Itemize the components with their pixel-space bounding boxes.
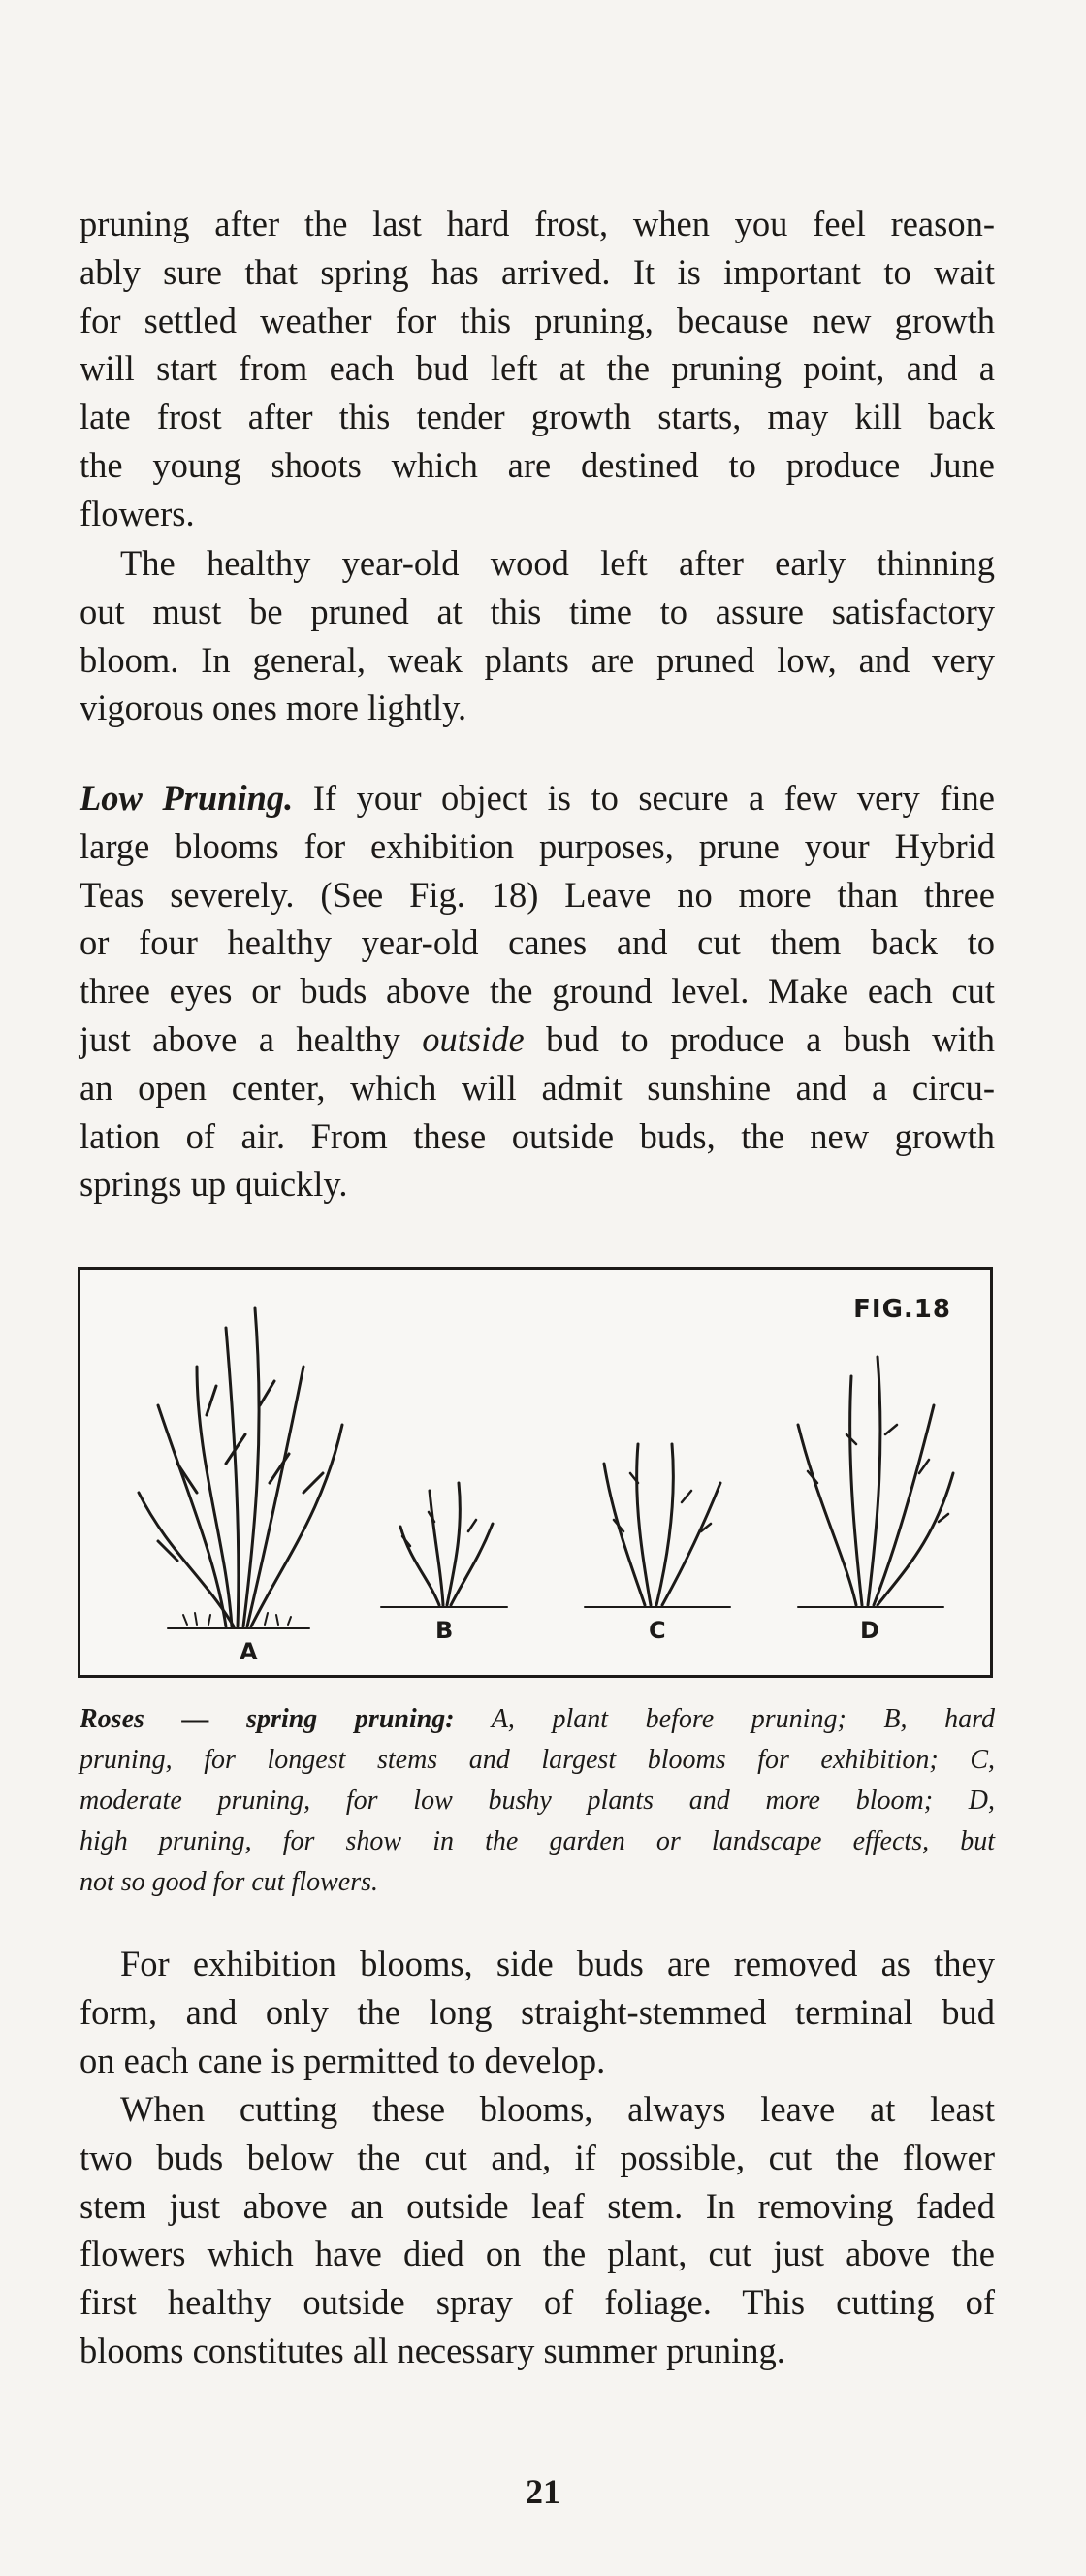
page-number: 21 bbox=[526, 2472, 560, 2511]
body-paragraph-2 bbox=[80, 539, 995, 732]
text-line: vigorous ones more lightly. bbox=[80, 688, 467, 728]
plant-label-d: D bbox=[860, 1617, 879, 1644]
plant-label-b: B bbox=[435, 1617, 454, 1644]
text-line: or four healthy year-old canes and cut them back to bbox=[80, 922, 995, 963]
caption-line: moderate pruning, for low bushy plants and more bloom; D, bbox=[80, 1786, 995, 1816]
caption-line: high pruning, for show in the garden or landscape effects, but bbox=[80, 1826, 995, 1856]
low-pruning-paragraph bbox=[80, 774, 995, 1208]
text-line: For exhibition blooms, side buds are removed as they bbox=[120, 1944, 995, 1983]
plant-a-drawing bbox=[139, 1308, 342, 1628]
figure-caption bbox=[80, 1699, 995, 1903]
text-line: an open center, which will admit sunshine and a circu- bbox=[80, 1067, 995, 1108]
text-line: The healthy year-old wood left after early thinning bbox=[120, 543, 995, 583]
text-line: ably sure that spring has arrived. It is important to wait bbox=[80, 251, 995, 292]
body-paragraph-4 bbox=[80, 1940, 995, 2084]
text-line: out must be pruned at this time to assure satisfactory bbox=[80, 591, 995, 631]
text-line: springs up quickly. bbox=[80, 1164, 348, 1205]
text-line: bloom. In general, weak plants are pruned low, and very bbox=[80, 639, 995, 680]
plant-c-drawing bbox=[585, 1444, 730, 1607]
text-line: first healthy outside spray of foliage. This cutting of bbox=[80, 2282, 995, 2323]
text-line: will start from each bud left at the pruning point, and a bbox=[80, 348, 995, 389]
text-line: two buds below the cut and, if possible, cut the flower bbox=[80, 2137, 995, 2177]
plant-label-c: C bbox=[649, 1617, 666, 1644]
text-line: on each cane is permitted to develop. bbox=[80, 2040, 606, 2080]
text-line: blooms constitutes all necessary summer pruning. bbox=[80, 2330, 785, 2370]
text-line: three eyes or buds above the ground level. Make each cut bbox=[80, 971, 995, 1012]
italic-word: outside bbox=[422, 1018, 525, 1059]
rose-pruning-illustration bbox=[80, 1270, 990, 1675]
text-line: lation of air. From these outside buds, the new growth bbox=[80, 1115, 995, 1156]
plant-label-a: A bbox=[240, 1638, 258, 1665]
text-line: the young shoots which are destined to produce June bbox=[80, 444, 995, 485]
body-paragraph-5 bbox=[80, 2085, 995, 2375]
text-fragment: just above a healthy bbox=[80, 1018, 423, 1059]
plant-d-drawing bbox=[798, 1357, 953, 1607]
caption-line: not so good for cut flowers. bbox=[80, 1867, 379, 1897]
caption-line bbox=[80, 1699, 995, 1740]
text-line: stem just above an outside leaf stem. In removing faded bbox=[80, 2185, 995, 2226]
figure-18 bbox=[78, 1267, 993, 1678]
plant-b-drawing bbox=[381, 1483, 507, 1607]
text-line: large blooms for exhibition purposes, prune your Hybrid bbox=[80, 825, 995, 866]
text-line: Teas severely. (See Fig. 18) Leave no more than three bbox=[80, 874, 995, 915]
caption-line: pruning, for longest stems and largest blooms for exhibition; C, bbox=[80, 1745, 995, 1775]
text-fragment: If your object is to secure a few very fine bbox=[293, 778, 995, 818]
text-line: flowers. bbox=[80, 493, 195, 533]
text-fragment: bud to produce a bush with bbox=[524, 1018, 995, 1059]
text-line bbox=[80, 774, 995, 822]
text-line: for settled weather for this pruning, because new growth bbox=[80, 300, 995, 340]
text-line: flowers which have died on the plant, cut just above the bbox=[80, 2234, 995, 2274]
section-heading: Low Pruning. bbox=[80, 778, 294, 818]
caption-heading: Roses — spring pruning: bbox=[80, 1704, 455, 1734]
body-paragraph-1 bbox=[80, 200, 995, 538]
text-line bbox=[80, 1015, 995, 1064]
text-line: When cutting these blooms, always leave at least bbox=[120, 2089, 995, 2129]
text-line: late frost after this tender growth starts, may kill back bbox=[80, 397, 995, 437]
text-line: pruning after the last hard frost, when you feel reason- bbox=[80, 204, 995, 243]
text-line: form, and only the long straight-stemmed terminal bud bbox=[80, 1991, 995, 2032]
figure-label: FIG.18 bbox=[853, 1295, 951, 1324]
caption-fragment: A, plant before pruning; B, hard bbox=[454, 1704, 995, 1734]
